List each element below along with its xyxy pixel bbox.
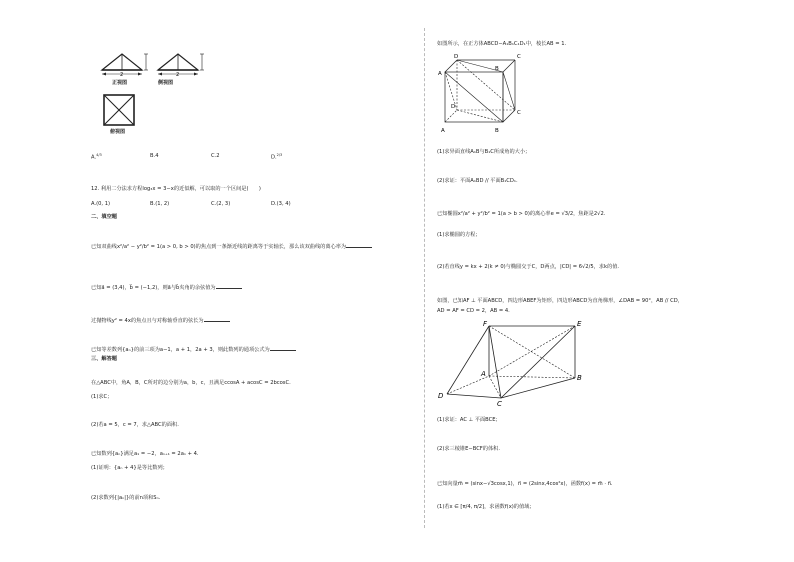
q18-part1: (1)证明：{aₙ + 4}是等比数列； — [91, 465, 168, 471]
q15-text: 过抛物线y² = 4x的焦点且与对称轴垂直的弦长为 — [91, 316, 230, 325]
q11-option-d[interactable]: D.$^{2/3}$ — [271, 153, 283, 161]
q14-text: 已知a⃗ = (3,4)，b⃗ = (−1,2)，则a⃗与b⃗夹角的余弦值为 — [91, 283, 242, 292]
q12-option-c[interactable]: C.(2, 3) — [211, 201, 231, 207]
cube-label-c: C — [517, 110, 521, 116]
front-view-figure — [100, 50, 160, 90]
prism-label-c: C — [497, 400, 502, 408]
cube-label-b1: B — [495, 66, 499, 72]
q21-stem-2: AD = AF = CD = 2，AB = 4. — [437, 308, 510, 314]
q12-option-a[interactable]: A.(0, 1) — [91, 201, 111, 207]
side-dim-label: 2 — [176, 72, 180, 78]
section-fill-in-title: 二、填空题 — [91, 214, 117, 220]
q18-part2: (2)求数列{|aₙ|}的前n项和Sₙ. — [91, 495, 161, 501]
top-view-label: 俯视图 — [110, 129, 126, 135]
q20-part1: (1)求椭圆的方程； — [437, 232, 481, 238]
cube-label-a1: A — [438, 71, 442, 77]
cube-label-a: A — [441, 128, 445, 134]
cube-label-c1: C — [517, 54, 521, 60]
q21-part2: (2)求三棱锥E−BCF的体积. — [437, 446, 501, 452]
q20-stem: 已知椭圆x²/a² + y²/b² = 1(a > b > 0)的离心率e = √3/2，焦距是2√2. — [437, 211, 606, 217]
q19-part2: (2)求证：平面A₁BD // 平面B₁CD₁. — [437, 178, 518, 184]
cube-label-d1: D — [454, 54, 459, 60]
q17-part2: (2)若a = 5，c = 7，求△ABC的面积. — [91, 422, 179, 428]
q21-stem: 如图，已知AF ⊥ 平面ABCD，四边形ABEF为矩形，四边形ABCD为直角梯形，∠DAB = 90°，AB // CD， — [437, 298, 683, 304]
q17-stem: 在△ABC中，角A，B，C所对的边分别为a，b，c，且满足ccosA + acosC = 2bcosC. — [91, 380, 291, 386]
prism-label-f: F — [483, 320, 488, 328]
cube-label-b: B — [495, 128, 499, 134]
front-dim-label: 2 — [120, 72, 124, 78]
q22-part1: (1)若x ∈ [π/4, π/2]，求函数f(x)的值域； — [437, 504, 535, 510]
q12-stem: 12. 利用二分法求方程log₃x = 3−x的近似解，可以取的一个区间是( ) — [91, 186, 261, 192]
q13-answer-blank[interactable] — [346, 242, 372, 248]
q15-answer-blank[interactable] — [204, 316, 230, 322]
q11-option-a[interactable]: A.$^{4/3}$ — [91, 153, 102, 161]
q14-answer-blank[interactable] — [216, 283, 242, 289]
prism-label-a: A — [481, 370, 486, 378]
q16-answer-blank[interactable] — [270, 345, 296, 351]
q18-stem: 已知数列{aₙ}满足a₁ = −2，aₙ₊₁ = 2aₙ + 4. — [91, 451, 199, 457]
column-divider — [424, 28, 425, 528]
prism-figure — [437, 318, 597, 408]
q13-text: 已知双曲线x²/a² − y²/b² = 1(a > 0, b > 0)的焦点到一条渐近线的距离等于实轴长，那么该双曲线的离心率为 — [91, 242, 372, 251]
q11-option-c[interactable]: C.2 — [211, 153, 220, 159]
prism-label-e: E — [577, 320, 582, 328]
q12-option-b[interactable]: B.(1, 2) — [150, 201, 170, 207]
cube-figure — [437, 50, 547, 140]
section-solve-title: 三、解答题 — [91, 356, 117, 362]
front-view-label: 正视图 — [112, 80, 128, 86]
q19-stem: 如图所示，在正方体ABCD−A₁B₁C₁D₁中，棱长AB = 1. — [437, 41, 567, 47]
q12-option-d[interactable]: D.(3, 4) — [271, 201, 291, 207]
q20-part2: (2)若直线y = kx + 2(k ≠ 0)与椭圆交于C，D两点，|CD| = 6√2/5，求k的值. — [437, 264, 620, 270]
q11-option-b[interactable]: B.4 — [150, 153, 159, 159]
q21-part1: (1)求证：AC ⊥ 平面BCE； — [437, 417, 501, 423]
cube-label-d: D — [451, 104, 456, 110]
q19-part1: (1)求异面直线A₁B与B₁C所成角的大小； — [437, 149, 531, 155]
prism-label-d: D — [438, 392, 444, 400]
q22-stem: 已知向量m⃗ = (sinx−√3cosx,1)，n⃗ = (2sinx,4cos²x)，函数f(x) = m⃗ · n⃗. — [437, 481, 613, 487]
q17-part1: (1)求C； — [91, 394, 113, 400]
q16-text: 已知等差数列{aₙ}的前三项为a−1，a + 1，2a + 3，则此数列的通项公式为 — [91, 345, 296, 354]
prism-label-b: B — [577, 374, 582, 382]
side-view-label: 侧视图 — [158, 80, 174, 86]
